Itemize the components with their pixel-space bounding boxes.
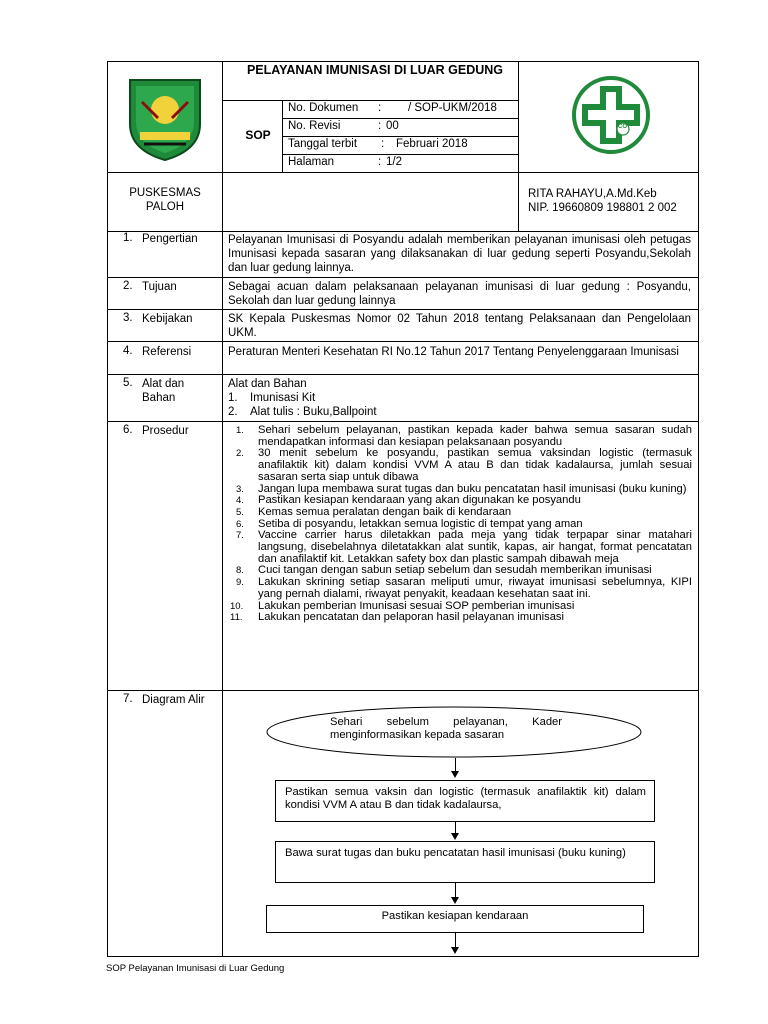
section-label: Tujuan xyxy=(142,281,177,293)
section-number: 2. xyxy=(123,280,133,292)
meta-label: No. Dokumen xyxy=(288,102,359,114)
section-number: 3. xyxy=(123,312,133,324)
procedure-step xyxy=(230,448,692,483)
puskesmas-name xyxy=(108,186,222,214)
step-number: 4. xyxy=(236,495,244,507)
flow-arrow-head xyxy=(451,897,459,904)
meta-label: No. Revisi xyxy=(288,120,341,132)
meta-value: 1/2 xyxy=(386,156,402,168)
step-number: 2. xyxy=(236,448,244,460)
flow-arrow-head xyxy=(451,771,459,778)
tujuan-text: Sebagai acuan dalam pelaksanaan pelayanan imunisasi di luar gedung : Posyandu, Sekolah dan luar gedung lainnya xyxy=(228,281,691,307)
alat-item: Imunisasi Kit xyxy=(250,392,316,404)
alat-item: Alat tulis : Buku,Ballpoint xyxy=(250,406,377,418)
flow-start-ellipse xyxy=(266,706,642,758)
section-label-line: Alat dan xyxy=(142,378,185,390)
step-number: 9. xyxy=(236,577,244,589)
procedure-step xyxy=(230,612,692,624)
step-text: Lakukan pencatatan dan pelaporan hasil pelayanan imunisasi xyxy=(258,611,565,624)
section-label xyxy=(142,377,184,405)
flow-arrow-line xyxy=(455,758,456,772)
step-number: 8. xyxy=(236,565,244,577)
section-label-line: Bahan xyxy=(142,392,176,404)
flow-node-text: Bawa surat tugas dan buku pencatatan hasil imunisasi (buku kuning) xyxy=(285,847,626,859)
section-number: 6. xyxy=(123,424,133,436)
logo-text: CO xyxy=(618,124,627,130)
meta-value: Februari 2018 xyxy=(396,138,468,150)
step-number: 3. xyxy=(236,483,244,495)
signer-block xyxy=(528,187,677,215)
flow-node-text: Pastikan semua vaksin dan logistic (termasuk anafilaktik kit) dalam kondisi VVM A atau B dan tidak kadalaursa, xyxy=(285,786,646,811)
step-text: Sehari sebelum pelayanan, pastikan kepada kader bahwa semua sasaran sudah mendapatkan informasi dan kesiapan pelaksanaan posyandu xyxy=(258,424,692,448)
regional-emblem-logo xyxy=(120,72,210,164)
section-number: 1. xyxy=(123,232,133,244)
section-label: Kebijakan xyxy=(142,313,193,325)
pengertian-text: Pelayanan Imunisasi di Posyandu adalah memberikan pelayanan imunisasi oleh petugas Imunisasi kepada sasaran yang dilaksanakan di luar gedung seperti Posyandu,Sekolah dan luar gedung lainnya. xyxy=(228,234,691,274)
meta-colon: : xyxy=(381,138,385,150)
referensi-text: Peraturan Menteri Kesehatan RI No.12 Tahun 2017 Tentang Penyelenggaraan Imunisasi xyxy=(228,346,679,358)
step-text: Setiba di posyandu, letakkan semua logistic di tempat yang aman xyxy=(258,517,583,530)
puskesmas-name-line: PUSKESMAS xyxy=(129,187,201,199)
alat-heading: Alat dan Bahan xyxy=(228,378,307,390)
meta-label: Halaman xyxy=(288,156,335,168)
step-number: 10. xyxy=(230,600,244,612)
puskesmas-name-line: PALOH xyxy=(145,201,185,213)
procedure-step xyxy=(230,577,692,600)
step-text: Lakukan skrining setiap sasaran meliputi umur, riwayat imunisasi sebelumnya, KIPI yang pernah dialami, riwayat penyakit, keadaan kesehatan saat ini. xyxy=(258,576,692,600)
flow-arrow-head xyxy=(451,833,459,840)
step-text: Kemas semua peralatan dengan baik di kendaraan xyxy=(258,505,512,518)
step-number: 11. xyxy=(230,612,243,624)
section-number: 4. xyxy=(123,345,133,357)
document-title: PELAYANAN IMUNISASI DI LUAR GEDUNG xyxy=(246,63,504,77)
step-text: 30 menit sebelum ke posyandu, pastikan semua vaksindan logistic (termasuk anafilaktik kit) dalam kondisi VVM A atau B dan tidak kadalaursa, jumlah sesuai sasaran serta siap untuk dibawa xyxy=(258,447,692,483)
step-number: 5. xyxy=(236,506,244,518)
flow-box xyxy=(275,841,655,883)
flow-arrow-head xyxy=(451,947,459,954)
section-label: Prosedur xyxy=(142,425,189,437)
section-number: 5. xyxy=(123,377,133,389)
section-label: Referensi xyxy=(142,346,192,358)
kebijakan-text: SK Kepala Puskesmas Nomor 02 Tahun 2018 tentang Pelaksanaan dan Pengelolaan UKM. xyxy=(228,313,691,339)
step-number: 7. xyxy=(236,530,244,542)
meta-value: / SOP-UKM/2018 xyxy=(408,102,497,114)
step-text: Pastikan kesiapan kendaraan yang akan digunakan ke posyandu xyxy=(258,494,581,507)
meta-colon: : xyxy=(378,156,382,168)
meta-value: 00 xyxy=(386,120,399,132)
flow-box xyxy=(266,905,644,933)
flow-arrow-line xyxy=(455,882,456,898)
meta-colon: : xyxy=(378,102,382,114)
signer-nip: NIP. 19660809 198801 2 002 xyxy=(528,202,677,214)
procedure-list xyxy=(230,425,692,624)
procedure-step xyxy=(230,425,692,448)
meta-label: Tanggal terbit xyxy=(288,138,358,150)
step-number: 1. xyxy=(236,425,244,436)
alat-item-number: 2. xyxy=(228,406,238,418)
step-text: Jangan lupa membawa surat tugas dan buku pencatatan hasil imunisasi (buku kuning) xyxy=(258,482,687,495)
step-text: Lakukan pemberian Imunisasi sesuai SOP pemberian imunisasi xyxy=(258,599,575,612)
flow-box xyxy=(275,780,655,822)
section-number: 7. xyxy=(123,693,133,705)
procedure-step xyxy=(230,530,692,565)
section-label: Pengertian xyxy=(142,233,198,245)
flow-node-text: Sehari sebelum pelayanan, Kader menginformasikan kepada sasaran xyxy=(330,716,562,741)
alat-item-number: 1. xyxy=(228,392,238,404)
meta-colon: : xyxy=(378,120,382,132)
puskesmas-logo xyxy=(570,74,652,156)
signer-name: RITA RAHAYU,A.Md.Keb xyxy=(528,188,657,200)
page-footer: SOP Pelayanan Imunisasi di Luar Gedung xyxy=(106,963,285,974)
sop-label: SOP xyxy=(245,128,271,142)
step-text: Vaccine carrier harus diletakkan pada meja yang tidak terpapar sinar matahari langsung, disebelahnya diletatakkan alat suntik, kapas, air hangat, format pencatatan dan anafilaktif kit. Letakkan safety box dan plastic sampah dibawah meja xyxy=(258,529,692,565)
flow-arrow-line xyxy=(455,932,456,948)
step-number: 6. xyxy=(236,518,244,530)
step-text: Cuci tangan dengan sabun setiap sebelum dan sesudah memberikan imunisasi xyxy=(258,564,652,577)
flow-node-text: Pastikan kesiapan kendaraan xyxy=(381,910,529,922)
section-label: Diagram Alir xyxy=(142,694,205,706)
